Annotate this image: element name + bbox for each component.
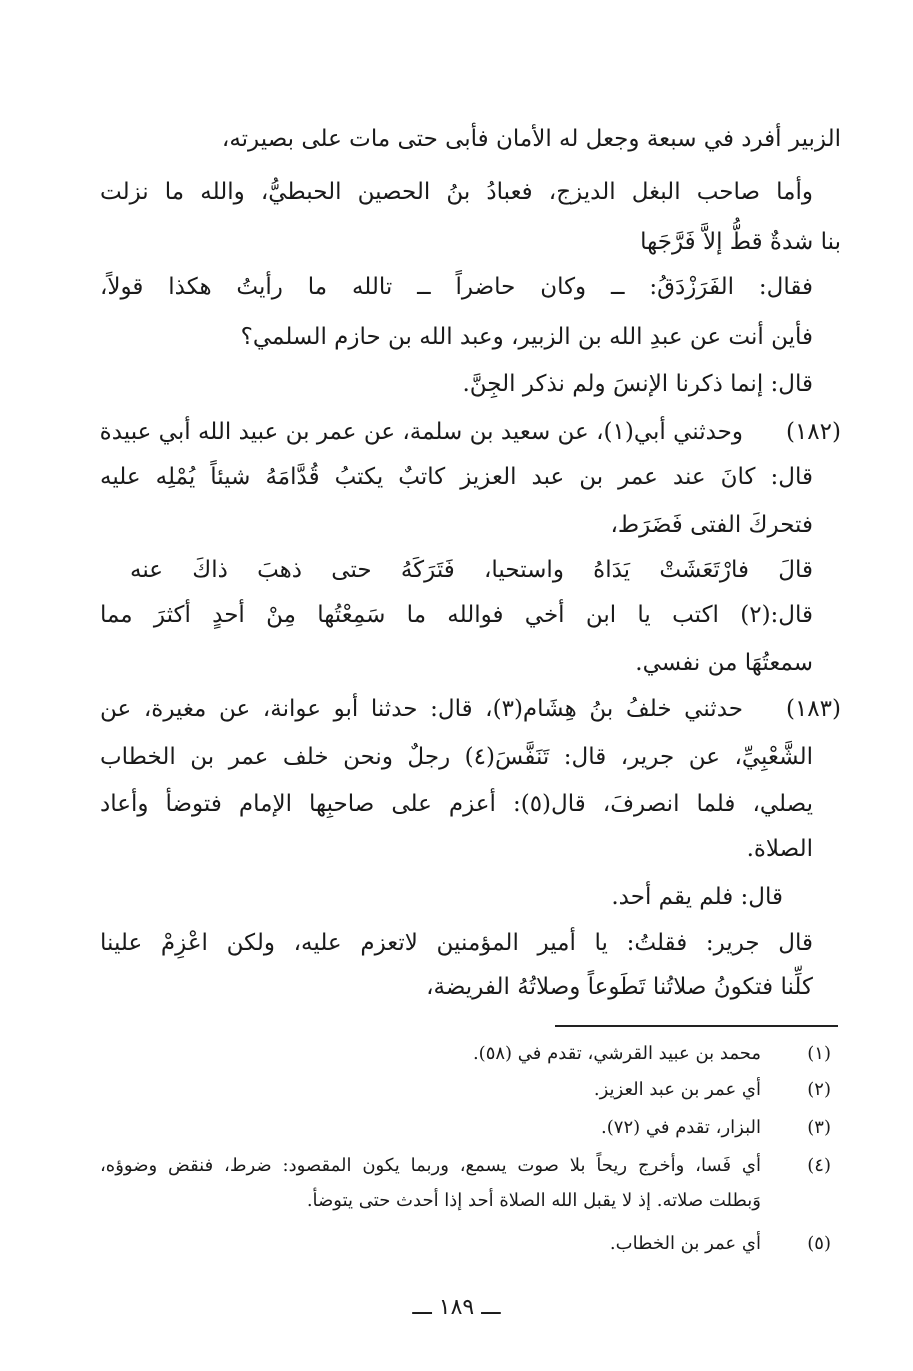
text-line: وحدثني أبي(١)، عن سعيد بن سلمة، عن عمر بن عبيد الله أبي عبيدة bbox=[99, 419, 743, 445]
footnote-text: أي عمر بن الخطاب. bbox=[609, 1233, 761, 1254]
text-line: قال: فلم يقم أحد. bbox=[611, 884, 783, 910]
footnote-number: (٥) bbox=[807, 1233, 831, 1254]
text-line: قال:(٢) اكتب يا ابن أخي فوالله ما سَمِعْتُها مِنْ أحدٍ أكثرَ مما bbox=[100, 602, 813, 628]
footnote-text: أي عمر بن عبد العزيز. bbox=[593, 1079, 761, 1100]
text-line: الشَّعْبِيِّ، عن جرير، قال: تَنَفَّسَ(٤) رجلٌ ونحن خلف عمر بن الخطاب bbox=[100, 744, 813, 770]
text-line: سمعتُهَا من نفسي. bbox=[635, 650, 813, 676]
footnote-number: (٤) bbox=[807, 1155, 831, 1176]
footnote-text: محمد بن عبيد القرشي، تقدم في (٥٨). bbox=[472, 1043, 761, 1064]
footnote-number: (٣) bbox=[807, 1117, 831, 1138]
footnote-number: (٢) bbox=[807, 1079, 831, 1100]
text-line: فأين أنت عن عبدِ الله بن الزبير، وعبد الله بن حازم السلمي؟ bbox=[240, 324, 813, 350]
footnote-rule bbox=[555, 1025, 838, 1027]
text-line: فقال: الفَرَزْدَقُ: ــ وكان حاضراً ــ تالله ما رأيتُ هكذا قولاً، bbox=[100, 274, 813, 300]
item-number: (١٨٣) bbox=[785, 696, 841, 722]
footnote-text: وَبطلت صلاته. إذ لا يقبل الله الصلاة أحد إذا أحدث حتى يتوضأ. bbox=[306, 1190, 761, 1211]
footnote-text: البزار، تقدم في (٧٢). bbox=[601, 1117, 761, 1138]
text-line: كلِّنا فتكونُ صلاتُنا تَطَوعاً وصلاتُهُ الفريضة، bbox=[426, 974, 813, 1000]
text-line: يصلي، فلما انصرفَ، قال(٥): أعزم على صاحبِها الإمام فتوضأ وأعاد bbox=[100, 791, 813, 817]
footnote-number: (١) bbox=[807, 1043, 831, 1064]
text-line: الزبير أفرد في سبعة وجعل له الأمان فأبى حتى مات على بصيرته، bbox=[221, 126, 841, 152]
text-line: وأما صاحب البغل الديزج، فعبادُ بنُ الحصين الحبطيُّ، والله ما نزلت bbox=[100, 179, 813, 205]
text-line: قال: إنما ذكرنا الإنسَ ولم نذكر الجِنَّ. bbox=[462, 371, 813, 397]
footnote-text: أي فَسا، وأخرج ريحاً بلا صوت يسمع، وربما يكون المقصود: ضرط، فنقض وضوؤه، bbox=[100, 1155, 761, 1176]
text-line: حدثني خلفُ بنُ هِشَام(٣)، قال: حدثنا أبو عوانة، عن مغيرة، عن bbox=[100, 696, 743, 722]
page-number: ـــ ١٨٩ ـــ bbox=[412, 1295, 501, 1320]
text-line: قالَ فارْتَعَشَتْ يَدَاهُ واستحيا، فَتَرَكَهُ حتى ذهبَ ذاكَ عنه bbox=[130, 557, 813, 583]
text-line: قال جرير: فقلتُ: يا أمير المؤمنين لاتعزم عليه، ولكن اعْزِمْ علينا bbox=[100, 930, 813, 956]
text-line: قال: كانَ عند عمر بن عبد العزيز كاتبٌ يكتبُ قُدَّامَهُ شيئاً يُمْلِه عليه bbox=[100, 464, 813, 490]
text-line: الصلاة. bbox=[746, 836, 813, 862]
text-line: فتحركَ الفتى فَضَرَط، bbox=[610, 512, 813, 538]
item-number: (١٨٢) bbox=[785, 419, 841, 445]
text-line: بنا شدةٌ قطُّ إلاَّ فَرَّجَها bbox=[640, 229, 841, 255]
